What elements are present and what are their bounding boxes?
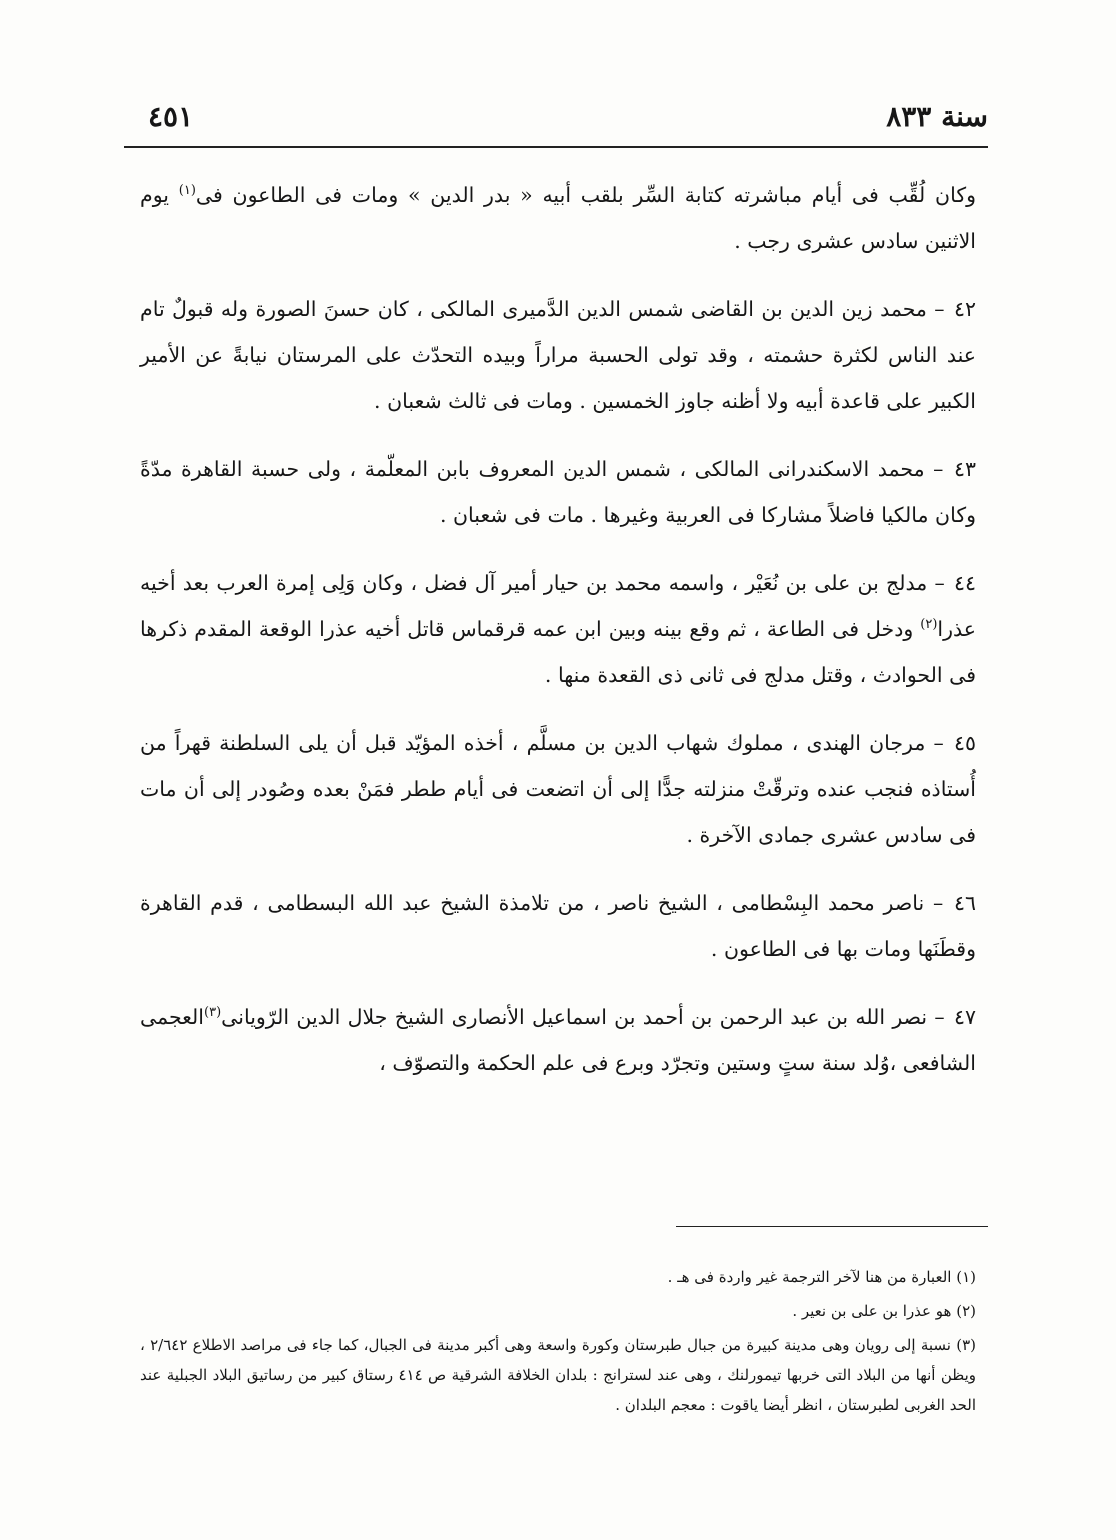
entry-text: – نصر الله بن عبد الرحمن بن أحمد بن اسماعيل الأنصارى الشيخ جلال الدين الرّويانى xyxy=(221,1005,945,1029)
entry-number: ٤٣ xyxy=(953,457,976,481)
footnote-text: نسبة إلى رويان وهى مدينة كبيرة من جبال طبرستان وكورة واسعة وهى أكبر مدينة فى الجبال، كما جاء فى مراصد الاطلاع ٢/٦٤٢ ، ويظن أنها من البلاد التى خربها تيمورلنك ، وهى عند لسترانج : بلدان الخلافة الشرقية ص ٤١٤ رستاق كبير من رساتيق البلاد الجبلية عند الحد الغربى لطبرستان ، انظر أيضا ياقوت : معجم البلدان . xyxy=(140,1336,976,1414)
page-number: ٤٥١ xyxy=(148,100,194,133)
entry-44 xyxy=(140,560,976,698)
footnote-ref: (٢) xyxy=(920,617,938,633)
footnote-3 xyxy=(140,1330,976,1420)
paragraph-text: وكان لُقِّب فى أيام مباشرته كتابة السِّر بلقب أبيه « بدر الدين » ومات فى الطاعون فى xyxy=(195,183,976,207)
entry-text-cont: العجمى الشافعى ،وُلد سنة ستٍ وستين وتجرّد وبرع فى علم الحكمة والتصوّف ، xyxy=(140,1005,976,1075)
entry-43 xyxy=(140,446,976,538)
header-year: سنة ٨٣٣ xyxy=(886,100,988,133)
header-rule xyxy=(124,146,988,148)
entry-number: ٤٥ xyxy=(953,731,976,755)
footnote-ref: (٣) xyxy=(204,1005,222,1021)
footnote-marker: (١) xyxy=(956,1268,976,1286)
entry-number: ٤٢ xyxy=(953,297,976,321)
footnote-text: هو عذرا بن على بن نعير . xyxy=(792,1302,952,1320)
entry-text: – ناصر محمد البِسْطامى ، الشيخ ناصر ، من تلامذة الشيخ عبد الله البسطامى ، قدم القاهرة وقطَنَها ومات بها فى الطاعون . xyxy=(140,891,976,961)
paragraph-continuation xyxy=(140,172,976,264)
entry-42 xyxy=(140,286,976,424)
footnote-marker: (٣) xyxy=(956,1336,977,1354)
page-header xyxy=(124,92,988,152)
footnote-1 xyxy=(140,1262,976,1292)
footnote-marker: (٢) xyxy=(956,1302,976,1320)
paragraph-text-cont: يوم الاثنين سادس عشرى رجب . xyxy=(140,183,976,253)
footnote-text: العبارة من هنا لآخر الترجمة غير واردة فى هـ . xyxy=(667,1268,952,1286)
main-text xyxy=(140,172,976,1108)
footnote-ref: (١) xyxy=(178,183,196,199)
entry-45 xyxy=(140,720,976,858)
entry-number: ٤٤ xyxy=(953,571,976,595)
footnote-2 xyxy=(140,1296,976,1326)
entry-text: – محمد الاسكندرانى المالكى ، شمس الدين المعروف بابن المعلّمة ، ولى حسبة القاهرة مدّةً وكان مالكيا فاضلاً مشاركا فى العربية وغيرها . مات فى شعبان . xyxy=(140,457,976,527)
entry-47 xyxy=(140,994,976,1086)
entry-text: – مرجان الهندى ، مملوك شهاب الدين بن مسلَّم ، أخذه المؤيّد قبل أن يلى السلطنة قهراً من أُستاذه فنجب عنده وترقّتْ منزلته جدًّا إلى أن اتضعت فى أيام ططر فمَنْ بعده وصُودر إلى أن مات فى سادس عشرى جمادى الآخرة . xyxy=(140,731,976,847)
entry-number: ٤٦ xyxy=(953,891,976,915)
entry-number: ٤٧ xyxy=(953,1005,976,1029)
entry-text: – محمد زين الدين بن القاضى شمس الدين الدَّميرى المالكى ، كان حسنَ الصورة وله قبولٌ تام عند الناس لكثرة حشمته ، وقد تولى الحسبة مراراً وبيده التحدّث على المرستان نيابةً عن الأمير الكبير على قاعدة أبيه ولا أظنه جاوز الخمسين . ومات فى ثالث شعبان . xyxy=(140,297,976,413)
entry-text: – مدلج بن على بن نُعَيْر ، واسمه محمد بن حيار أمير آل فضل ، وكان وَلِى إمرة العرب بعد أخيه عذرا xyxy=(140,571,976,641)
entry-46 xyxy=(140,880,976,972)
footnote-rule xyxy=(676,1226,988,1227)
footnotes xyxy=(140,1262,976,1424)
entry-text-cont: ودخل فى الطاعة ، ثم وقع بينه وبين ابن عمه قرقماس قاتل أخيه عذرا الوقعة المقدم ذكرها فى الحوادث ، وقتل مدلج فى ثانى ذى القعدة منها . xyxy=(140,617,976,687)
